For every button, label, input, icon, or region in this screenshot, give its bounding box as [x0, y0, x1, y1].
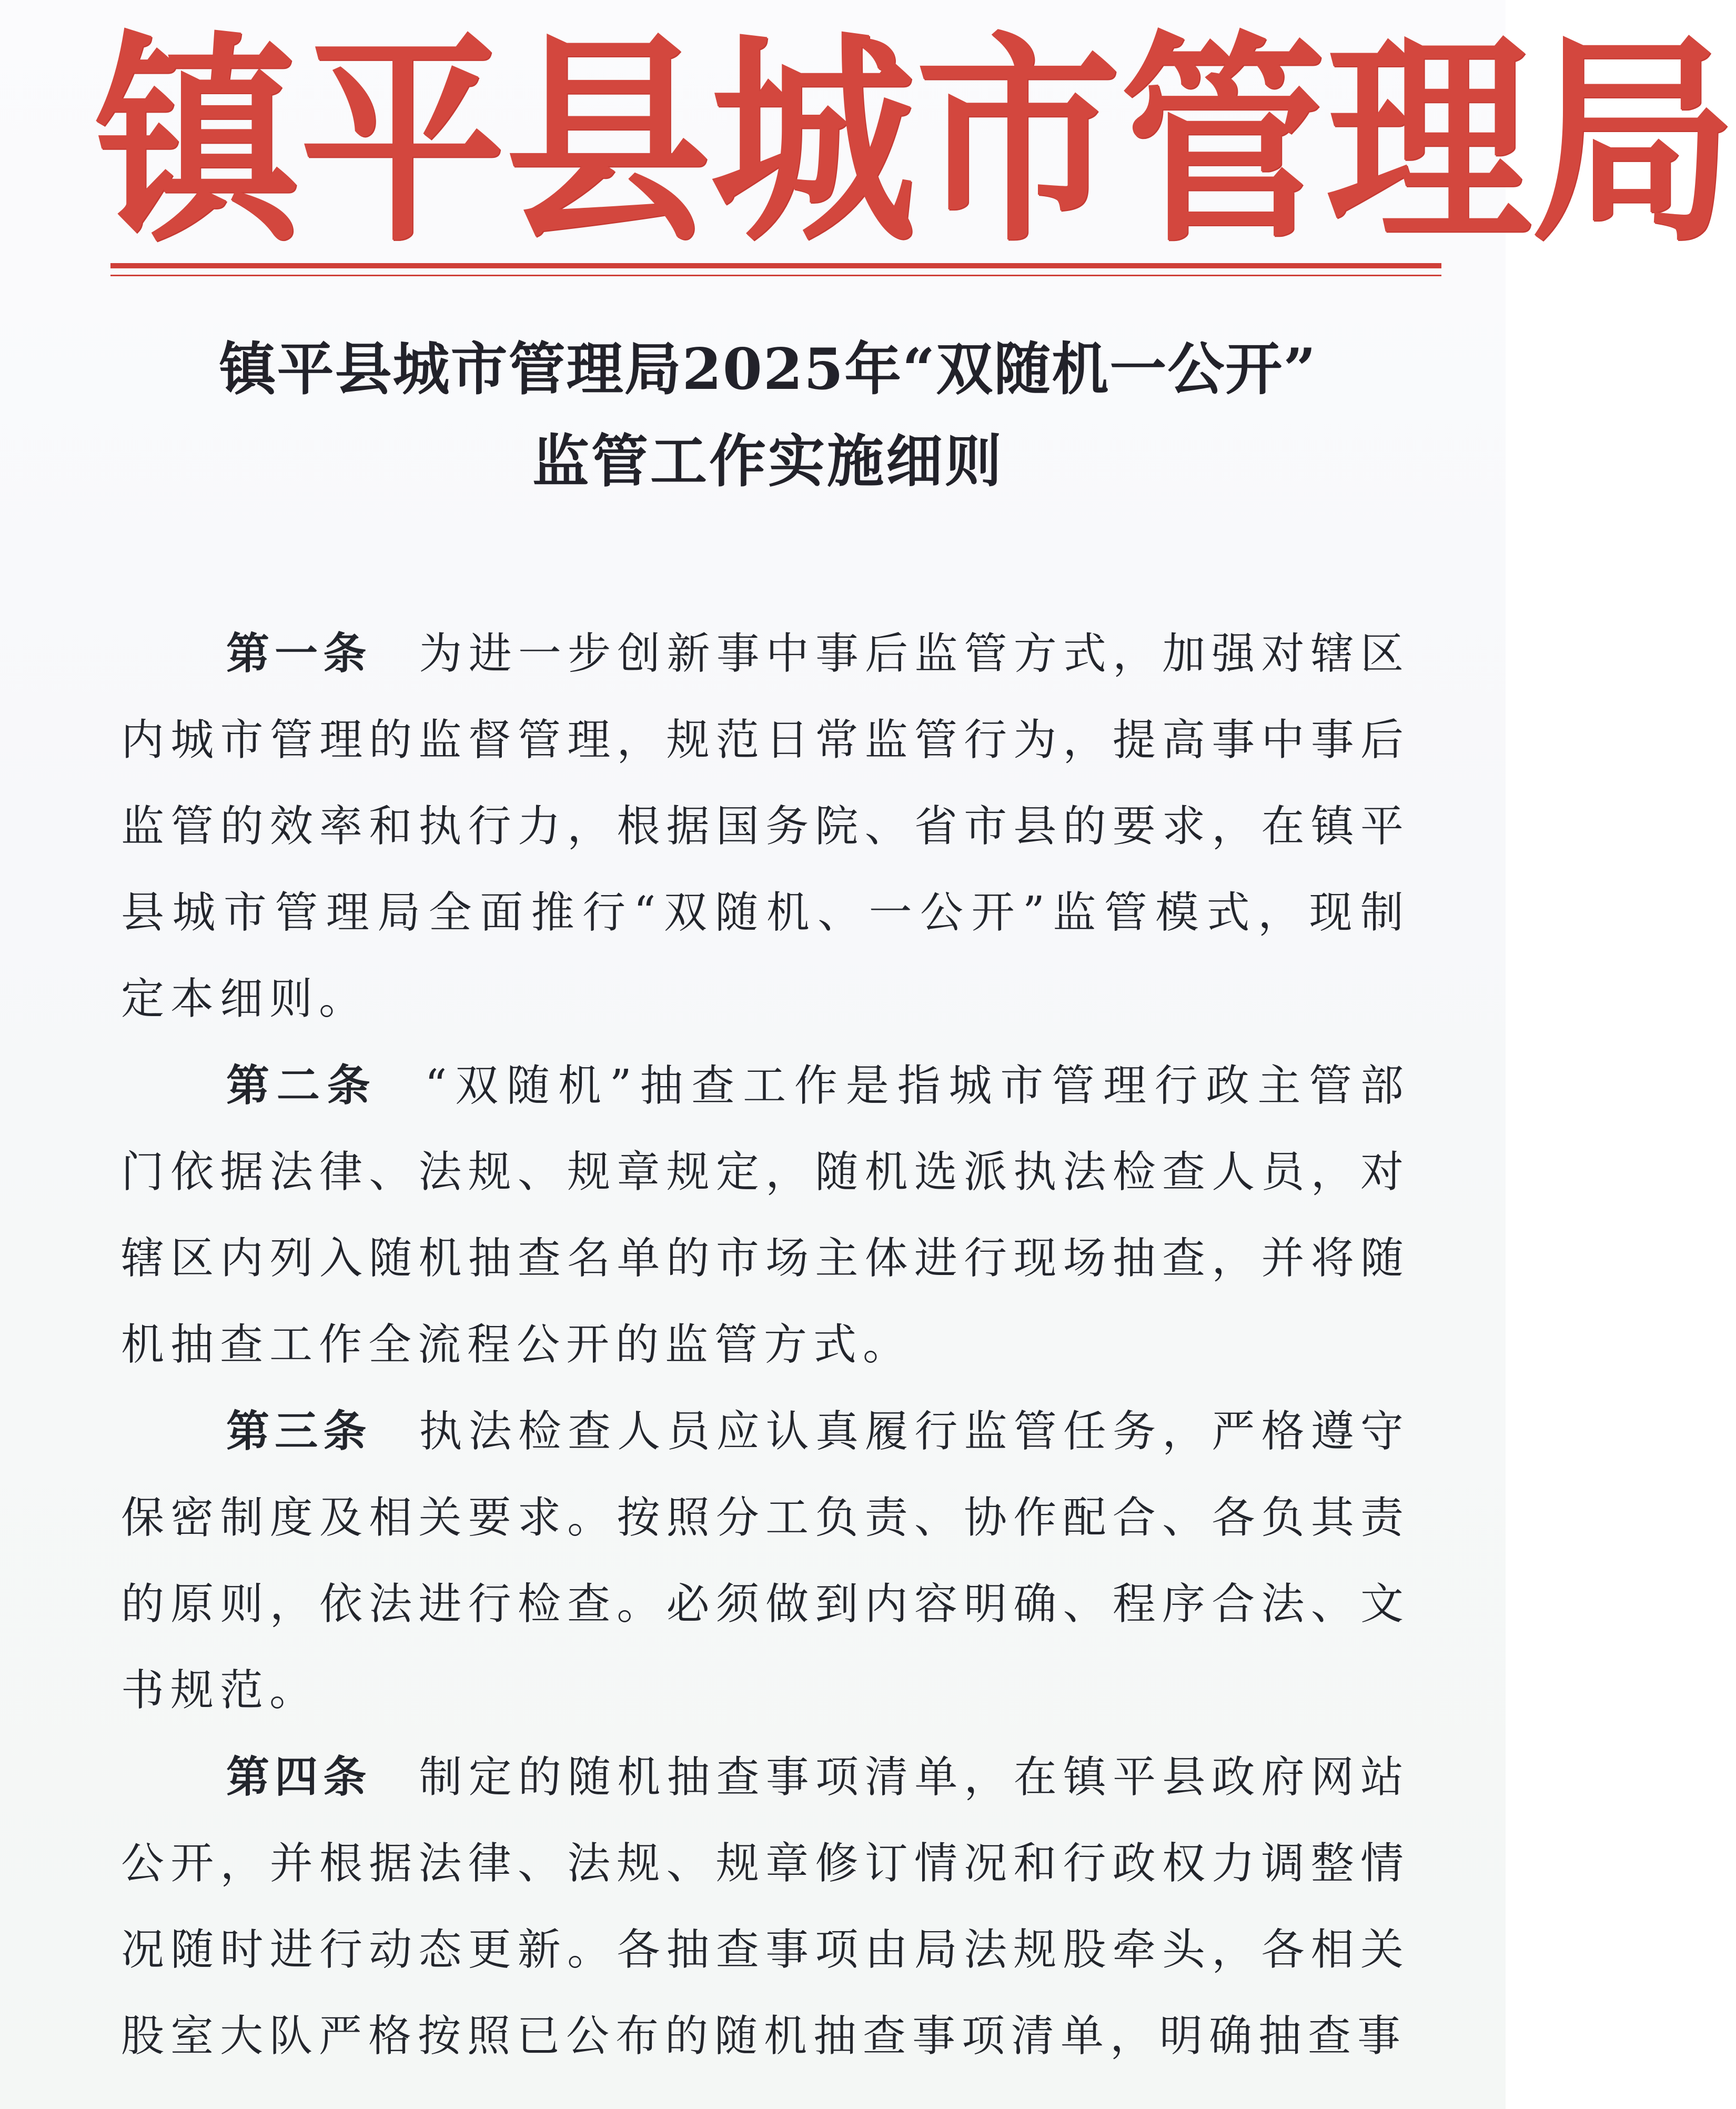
- article-label: 第三条: [226, 1406, 372, 1457]
- document-title-line-1: 镇平县城市管理局2025年“双随机一公开”: [219, 336, 1317, 403]
- letterhead-divider-thin: [110, 275, 1441, 276]
- letterhead-char: 县: [505, 13, 710, 272]
- letterhead-org-name: [95, 13, 1736, 272]
- letterhead-char: 理: [1326, 13, 1531, 272]
- letterhead-char: 市: [915, 13, 1121, 272]
- article-paragraph: [121, 1734, 1410, 2080]
- article-paragraph: [121, 1042, 1410, 1388]
- document-title-line-2: 监管工作实施细则: [532, 428, 1004, 495]
- letterhead: [95, 13, 1736, 272]
- letterhead-char: 平: [300, 13, 505, 272]
- article-paragraph: [121, 610, 1410, 1042]
- article-label: 第一条: [226, 628, 372, 679]
- article-text: 为进一步创新事中事后监管方式，加强对辖区内城市管理的监督管理，规范日常监管行为，提高事中事后监管的效率和执行力，根据国务院、省市县的要求，在镇平县城市管理局全面推行“双随机、一公开”监管模式，现制定本细则。: [121, 629, 1410, 1024]
- article-label: 第四条: [226, 1752, 372, 1802]
- article-text: 制定的随机抽查事项清单，在镇平县政府网站公开，并根据法律、法规、规章修订情况和行政权力调整情况随时进行动态更新。各抽查事项由局法规股牵头，各相关股室大队严格按照已公布的随机抽查事项清单，明确抽查事: [121, 1752, 1410, 2061]
- letterhead-char: 城: [710, 13, 915, 272]
- letterhead-char: 镇: [95, 13, 300, 272]
- article-label: 第二条: [226, 1060, 378, 1111]
- letterhead-divider: [110, 263, 1441, 268]
- article-text: 执法检查人员应认真履行监管任务，严格遵守保密制度及相关要求。按照分工负责、协作配合、各负其责的原则，依法进行检查。必须做到内容明确、程序合法、文书规范。: [121, 1407, 1410, 1715]
- article-paragraph: [121, 1388, 1410, 1734]
- article-text: “双随机”抽查工作是指城市管理行政主管部门依据法律、法规、规章规定，随机选派执法检查人员，对辖区内列入随机抽查名单的市场主体进行现场抽查，并将随机抽查工作全流程公开的监管方式。: [121, 1061, 1410, 1370]
- document-title: [95, 324, 1441, 508]
- letterhead-char: 局: [1531, 13, 1736, 272]
- letterhead-char: 管: [1121, 13, 1326, 272]
- document-body: [121, 610, 1410, 2080]
